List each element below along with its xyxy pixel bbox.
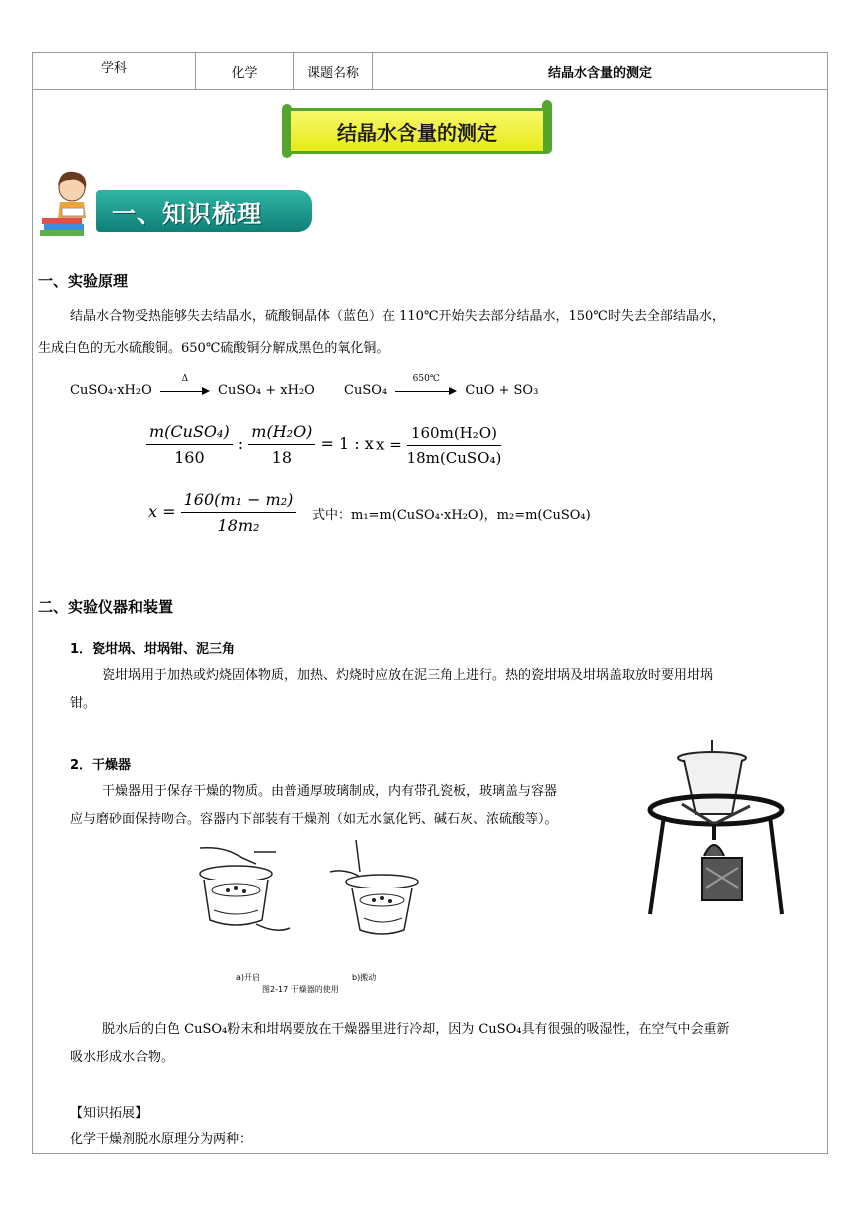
extension-title: 【知识拓展】 xyxy=(70,1106,149,1121)
equation-dehydration xyxy=(70,373,315,398)
item1-title: 1．瓷坩埚、坩埚钳、泥三角 xyxy=(70,642,236,657)
fig-label-a: a)开启 xyxy=(236,973,261,982)
desiccator-figure xyxy=(196,838,436,968)
x-num: 160m(H₂O) xyxy=(407,424,502,446)
eq1-condition: Δ xyxy=(181,373,189,384)
extension-line-1: 化学干燥剂脱水原理分为两种： xyxy=(70,1132,253,1147)
ratio-sep: : xyxy=(237,434,244,453)
after-line-2: 吸水形成水合物。 xyxy=(70,1050,175,1065)
x-lhs: x = xyxy=(376,435,402,454)
equation-decomposition xyxy=(344,373,539,398)
x2-num: 160(m₁ − m₂) xyxy=(181,490,297,513)
after-line-1: 脱水后的白色 CuSO₄粉末和坩埚要放在干燥器里进行冷却，因为 CuSO₄具有很强的吸湿性，在空气中会重新 xyxy=(102,1022,730,1037)
item2-title: 2．干燥器 xyxy=(70,758,132,773)
eq1-products: CuSO₄ + xH₂O xyxy=(218,383,315,398)
item1-line-2: 钳。 xyxy=(70,696,97,711)
ratio-eq: = 1 : x xyxy=(320,434,374,453)
eq1-arrow xyxy=(160,373,210,396)
heading-instruments: 二、实验仪器和装置 xyxy=(38,598,174,616)
ratio-num1: m(CuSO₄) xyxy=(146,422,233,445)
section-banner xyxy=(40,168,280,238)
x-formula xyxy=(376,424,501,467)
x2-den: 18m₂ xyxy=(217,516,260,535)
item1-line-1: 瓷坩埚用于加热或灼烧固体物质，加热、灼烧时应放在泥三角上进行。热的瓷坩埚及坩埚盖取放时要用坩埚 xyxy=(102,668,714,683)
eq1-reactant: CuSO₄·xH₂O xyxy=(70,383,152,398)
title-banner xyxy=(282,100,552,160)
ratio-den1: 160 xyxy=(174,448,205,467)
fig-caption: 图2-17 干燥器的使用 xyxy=(262,985,339,994)
subject-value: 化学 xyxy=(196,53,294,90)
topic-value: 结晶水含量的测定 xyxy=(373,53,828,90)
x-den: 18m(CuSO₄) xyxy=(406,449,502,467)
principle-line-1: 结晶水合物受热能够失去结晶水，硫酸铜晶体（蓝色）在 110℃开始失去部分结晶水，150℃时失去全部结晶水， xyxy=(70,309,725,324)
section-banner-text: 一、知识梳理 xyxy=(96,190,312,232)
eq2-arrow xyxy=(395,373,457,396)
heading-principle: 一、实验原理 xyxy=(38,272,129,290)
topic-label: 课题名称 xyxy=(294,53,373,90)
title-text: 结晶水含量的测定 xyxy=(288,108,546,154)
ratio-formula xyxy=(146,422,374,467)
ratio-num2: m(H₂O) xyxy=(248,422,315,445)
item2-line-2: 应与磨砂面保持吻合。容器内下部装有干燥剂（如无水氯化钙、碱石灰、浓硫酸等）。 xyxy=(70,812,558,827)
eq2-products: CuO + SO₃ xyxy=(465,383,539,398)
subject-label: 学科 xyxy=(33,53,196,90)
x2-formula xyxy=(148,490,296,535)
fig-label-b: b)搬动 xyxy=(352,973,377,982)
header-table xyxy=(32,52,828,90)
formula-where: 式中：m₁=m(CuSO₄·xH₂O)，m₂=m(CuSO₄) xyxy=(312,508,591,523)
principle-line-2: 生成白色的无水硫酸铜。650℃硫酸铜分解成黑色的氧化铜。 xyxy=(38,341,390,356)
ratio-den2: 18 xyxy=(271,448,293,467)
x2-lhs: x = xyxy=(148,502,176,521)
crucible-tripod-illustration xyxy=(644,738,790,922)
eq2-condition: 650℃ xyxy=(412,373,440,384)
eq2-reactant: CuSO₄ xyxy=(344,383,388,398)
item2-line-1: 干燥器用于保存干燥的物质。由普通厚玻璃制成，内有带孔瓷板，玻璃盖与容器 xyxy=(102,784,558,799)
